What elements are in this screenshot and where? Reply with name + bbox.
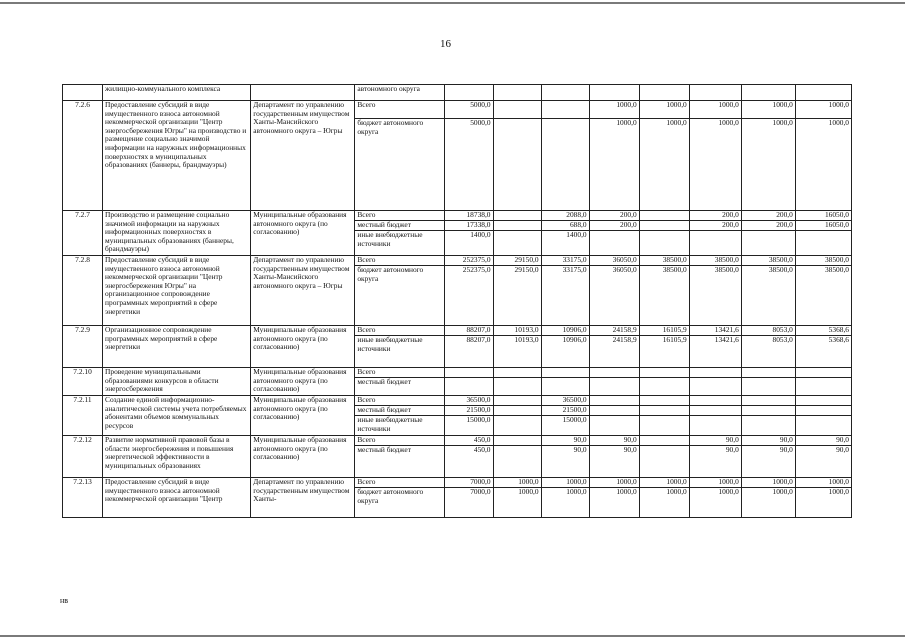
amount-cell [493, 231, 541, 256]
amount-cell [795, 368, 851, 378]
amount-cell: 36050,0 [589, 266, 639, 326]
amount-cell [795, 416, 851, 436]
funding-source: иные внебюджетные источники [355, 416, 445, 436]
amount-cell: 13421,6 [689, 326, 741, 336]
table-row [63, 368, 852, 378]
amount-cell [639, 221, 689, 231]
amount-cell: 1000,0 [493, 478, 541, 488]
amount-cell [639, 85, 689, 101]
item-name: Создание единой информационно-аналитической системы учета потребляемых абонентами объемов коммунальных ресурсов [103, 396, 251, 436]
amount-cell [589, 231, 639, 256]
amount-cell: 1000,0 [689, 101, 741, 119]
amount-cell: 1000,0 [589, 488, 639, 518]
amount-cell [493, 221, 541, 231]
funding-source: бюджет автономного округа [355, 488, 445, 518]
funding-source: бюджет автономного округа [355, 119, 445, 211]
funding-source: Всего [355, 478, 445, 488]
table-row [63, 478, 852, 488]
amount-cell: 200,0 [689, 221, 741, 231]
amount-cell [639, 396, 689, 406]
amount-cell [639, 378, 689, 396]
page-number: 16 [440, 38, 451, 50]
amount-cell: 21500,0 [445, 406, 493, 416]
amount-cell [445, 368, 493, 378]
table-row [63, 85, 852, 101]
amount-cell [493, 368, 541, 378]
amount-cell: 200,0 [589, 211, 639, 221]
item-executor [251, 85, 355, 101]
amount-cell: 8053,0 [741, 326, 795, 336]
item-executor: Департамент по управлению государственным имуществом Ханты- [251, 478, 355, 518]
amount-cell: 38500,0 [689, 266, 741, 326]
amount-cell: 8053,0 [741, 336, 795, 368]
funding-source: бюджет автономного округа [355, 266, 445, 326]
amount-cell [589, 368, 639, 378]
amount-cell: 36050,0 [589, 256, 639, 266]
item-code: 7.2.8 [63, 256, 103, 326]
amount-cell: 1000,0 [639, 478, 689, 488]
amount-cell: 24158,9 [589, 336, 639, 368]
amount-cell: 688,0 [541, 221, 589, 231]
amount-cell: 1000,0 [639, 488, 689, 518]
amount-cell: 5000,0 [445, 119, 493, 211]
amount-cell [795, 396, 851, 406]
item-code [63, 85, 103, 101]
amount-cell: 1000,0 [589, 101, 639, 119]
amount-cell [741, 368, 795, 378]
amount-cell: 15000,0 [541, 416, 589, 436]
table-row [63, 436, 852, 446]
amount-cell [589, 396, 639, 406]
amount-cell [741, 85, 795, 101]
scan-bottom-edge [0, 635, 905, 637]
amount-cell: 252375,0 [445, 256, 493, 266]
amount-cell: 2088,0 [541, 211, 589, 221]
funding-source: Всего [355, 368, 445, 378]
amount-cell: 1000,0 [639, 101, 689, 119]
amount-cell [493, 119, 541, 211]
table-row [63, 256, 852, 266]
amount-cell [493, 101, 541, 119]
amount-cell: 90,0 [795, 446, 851, 478]
amount-cell [493, 446, 541, 478]
amount-cell: 90,0 [589, 436, 639, 446]
amount-cell: 1000,0 [689, 488, 741, 518]
item-name: Развитие нормативной правовой базы в области энергосбережения и повышения энергетической эффективности в муниципальных образованиях [103, 436, 251, 478]
amount-cell: 450,0 [445, 436, 493, 446]
amount-cell: 36500,0 [541, 396, 589, 406]
item-executor: Муниципальные образования автономного округа (по согласованию) [251, 368, 355, 396]
item-name: Проведение муниципальными образованиями конкурсов в области энергосбережения [103, 368, 251, 396]
funding-source: автономного округа [355, 85, 445, 101]
amount-cell: 200,0 [741, 221, 795, 231]
amount-cell [795, 231, 851, 256]
item-name: Предоставление субсидий в виде имущественного взноса автономной некоммерческой организации "Центр [103, 478, 251, 518]
amount-cell: 90,0 [741, 446, 795, 478]
amount-cell [639, 436, 689, 446]
amount-cell: 21500,0 [541, 406, 589, 416]
funding-source: Всего [355, 256, 445, 266]
amount-cell: 29150,0 [493, 256, 541, 266]
amount-cell: 1000,0 [689, 478, 741, 488]
amount-cell [541, 378, 589, 396]
amount-cell [493, 378, 541, 396]
amount-cell [493, 406, 541, 416]
program-table [62, 84, 852, 518]
amount-cell: 33175,0 [541, 266, 589, 326]
funding-source: Всего [355, 396, 445, 406]
amount-cell: 252375,0 [445, 266, 493, 326]
item-executor: Муниципальные образования автономного округа (по согласованию) [251, 211, 355, 256]
amount-cell [589, 416, 639, 436]
amount-cell: 10906,0 [541, 336, 589, 368]
amount-cell [741, 378, 795, 396]
amount-cell [795, 85, 851, 101]
amount-cell: 33175,0 [541, 256, 589, 266]
amount-cell: 7000,0 [445, 478, 493, 488]
amount-cell [639, 368, 689, 378]
amount-cell [493, 211, 541, 221]
amount-cell: 1000,0 [741, 478, 795, 488]
amount-cell [639, 211, 689, 221]
amount-cell: 1000,0 [541, 478, 589, 488]
item-code: 7.2.10 [63, 368, 103, 396]
amount-cell: 90,0 [795, 436, 851, 446]
item-code: 7.2.12 [63, 436, 103, 478]
funding-source: иные внебюджетные источники [355, 336, 445, 368]
item-executor: Департамент по управлению государственным имуществом Ханты-Мансийского автономного округа – Югры [251, 256, 355, 326]
amount-cell [493, 436, 541, 446]
amount-cell: 88207,0 [445, 326, 493, 336]
amount-cell [541, 85, 589, 101]
funding-source: Всего [355, 436, 445, 446]
item-executor: Департамент по управлению государственным имуществом Ханты-Мансийского автономного округа – Югры [251, 101, 355, 211]
funding-source: местный бюджет [355, 446, 445, 478]
amount-cell: 200,0 [589, 221, 639, 231]
item-code: 7.2.6 [63, 101, 103, 211]
amount-cell [445, 378, 493, 396]
amount-cell [741, 231, 795, 256]
amount-cell: 1000,0 [541, 488, 589, 518]
amount-cell [741, 416, 795, 436]
amount-cell: 10906,0 [541, 326, 589, 336]
amount-cell [589, 378, 639, 396]
item-executor: Муниципальные образования автономного округа (по согласованию) [251, 326, 355, 368]
table-row [63, 211, 852, 221]
item-name: Организационное сопровождение программных мероприятий в сфере энергетики [103, 326, 251, 368]
amount-cell: 38500,0 [741, 256, 795, 266]
item-name: Производство и размещение социально значимой информации на наружных информационных поверхностях в муниципальных образованиях (баннеры, брандмауэры) [103, 211, 251, 256]
amount-cell [795, 406, 851, 416]
amount-cell: 10193,0 [493, 326, 541, 336]
amount-cell [689, 378, 741, 396]
amount-cell [639, 446, 689, 478]
funding-source: Всего [355, 326, 445, 336]
amount-cell [741, 406, 795, 416]
amount-cell: 13421,6 [689, 336, 741, 368]
amount-cell [639, 406, 689, 416]
amount-cell: 38500,0 [639, 266, 689, 326]
amount-cell: 1000,0 [741, 119, 795, 211]
amount-cell: 1000,0 [795, 119, 851, 211]
table-row [63, 101, 852, 119]
amount-cell: 1400,0 [541, 231, 589, 256]
amount-cell: 200,0 [689, 211, 741, 221]
table-row [63, 396, 852, 406]
amount-cell [795, 378, 851, 396]
amount-cell: 16105,9 [639, 336, 689, 368]
amount-cell: 90,0 [689, 436, 741, 446]
amount-cell: 38500,0 [741, 266, 795, 326]
amount-cell [689, 406, 741, 416]
amount-cell: 1000,0 [795, 488, 851, 518]
amount-cell: 450,0 [445, 446, 493, 478]
amount-cell: 18738,0 [445, 211, 493, 221]
amount-cell: 90,0 [541, 446, 589, 478]
amount-cell [589, 406, 639, 416]
amount-cell: 1400,0 [445, 231, 493, 256]
amount-cell: 17338,0 [445, 221, 493, 231]
amount-cell: 5368,6 [795, 326, 851, 336]
amount-cell: 5368,6 [795, 336, 851, 368]
amount-cell: 1000,0 [741, 488, 795, 518]
amount-cell [589, 85, 639, 101]
amount-cell: 29150,0 [493, 266, 541, 326]
amount-cell: 16050,0 [795, 211, 851, 221]
amount-cell: 5000,0 [445, 101, 493, 119]
amount-cell: 16050,0 [795, 221, 851, 231]
funding-source: местный бюджет [355, 406, 445, 416]
footer-mark: нв [60, 596, 69, 605]
amount-cell: 15000,0 [445, 416, 493, 436]
funding-source: иные внебюджетные источники [355, 231, 445, 256]
amount-cell: 38500,0 [795, 266, 851, 326]
amount-cell [741, 396, 795, 406]
item-code: 7.2.7 [63, 211, 103, 256]
amount-cell: 90,0 [589, 446, 639, 478]
amount-cell [541, 368, 589, 378]
amount-cell [689, 368, 741, 378]
amount-cell: 1000,0 [493, 488, 541, 518]
funding-source: местный бюджет [355, 221, 445, 231]
scan-top-edge [0, 2, 905, 4]
amount-cell [639, 231, 689, 256]
item-name: Предоставление субсидий в виде имущественного взноса автономной некоммерческой организации "Центр энергосбережения Югры" на организационное сопровождение программных мероприятий в сфере энергетики [103, 256, 251, 326]
item-name: жилищно-коммунального комплекса [103, 85, 251, 101]
amount-cell: 38500,0 [639, 256, 689, 266]
amount-cell [689, 416, 741, 436]
amount-cell: 200,0 [741, 211, 795, 221]
amount-cell: 36500,0 [445, 396, 493, 406]
amount-cell: 90,0 [741, 436, 795, 446]
amount-cell: 24158,9 [589, 326, 639, 336]
amount-cell [493, 396, 541, 406]
amount-cell: 88207,0 [445, 336, 493, 368]
amount-cell: 38500,0 [689, 256, 741, 266]
amount-cell: 38500,0 [795, 256, 851, 266]
funding-source: Всего [355, 101, 445, 119]
amount-cell: 7000,0 [445, 488, 493, 518]
amount-cell [493, 416, 541, 436]
item-executor: Муниципальные образования автономного округа (по согласованию) [251, 436, 355, 478]
table-row [63, 326, 852, 336]
amount-cell [689, 85, 741, 101]
item-code: 7.2.13 [63, 478, 103, 518]
item-executor: Муниципальные образования автономного округа (по согласованию) [251, 396, 355, 436]
amount-cell [541, 119, 589, 211]
amount-cell: 1000,0 [795, 101, 851, 119]
amount-cell [493, 85, 541, 101]
amount-cell: 90,0 [541, 436, 589, 446]
amount-cell: 1000,0 [689, 119, 741, 211]
amount-cell [541, 101, 589, 119]
amount-cell: 1000,0 [795, 478, 851, 488]
amount-cell: 90,0 [689, 446, 741, 478]
amount-cell: 10193,0 [493, 336, 541, 368]
amount-cell [639, 416, 689, 436]
amount-cell: 1000,0 [589, 478, 639, 488]
amount-cell: 16105,9 [639, 326, 689, 336]
amount-cell [445, 85, 493, 101]
amount-cell: 1000,0 [741, 101, 795, 119]
amount-cell [689, 396, 741, 406]
item-name: Предоставление субсидий в виде имущественного взноса автономной некоммерческой организации "Центр энергосбережения Югры" на производство и размещение социально значимой информации на наружных информационных поверхностях в муниципальных образованиях (баннеры, брандмауэры) [103, 101, 251, 211]
funding-source: Всего [355, 211, 445, 221]
item-code: 7.2.9 [63, 326, 103, 368]
amount-cell [689, 231, 741, 256]
item-code: 7.2.11 [63, 396, 103, 436]
amount-cell: 1000,0 [639, 119, 689, 211]
amount-cell: 1000,0 [589, 119, 639, 211]
funding-source: местный бюджет [355, 378, 445, 396]
